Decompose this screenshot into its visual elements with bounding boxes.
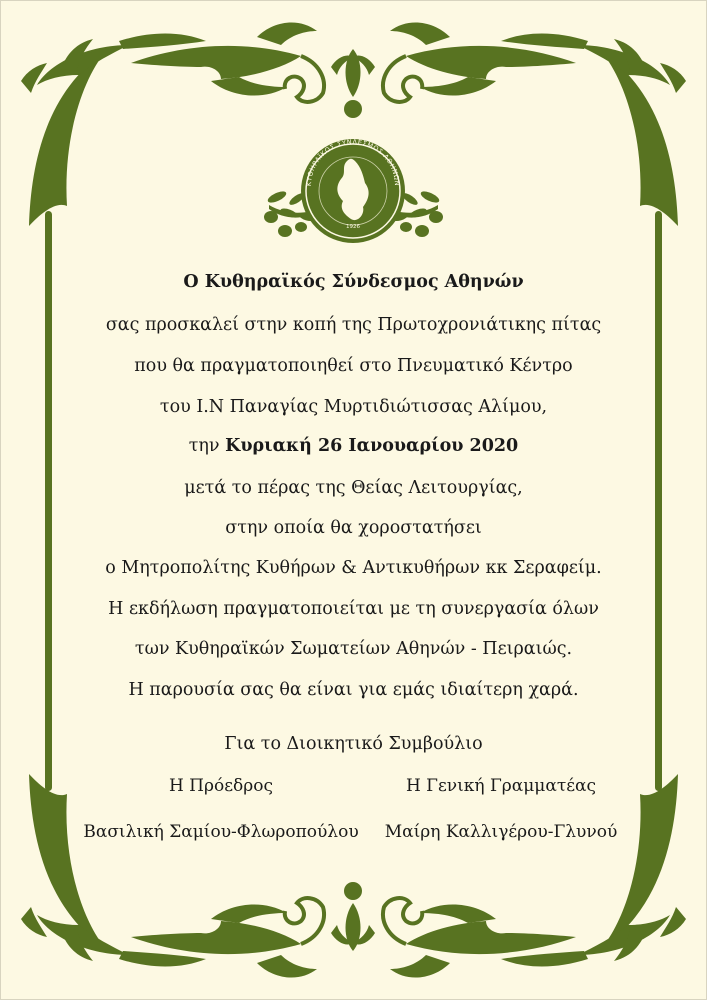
date-prefix: την bbox=[188, 436, 226, 456]
invitation-heading: Ο Κυθηραϊκός Σύνδεσμος Αθηνών bbox=[183, 272, 524, 292]
invitation-line-1: σας προσκαλεί στην κοπή της Πρωτοχρονιάτικης πίτας bbox=[105, 315, 602, 335]
event-date: Κυριακή 26 Ιανουαρίου 2020 bbox=[225, 436, 519, 456]
invitation-page bbox=[1, 1, 706, 999]
left-signatory-title: Η Πρόεδρος bbox=[168, 776, 274, 796]
seal-year: 1926 bbox=[346, 224, 360, 230]
seal-arc-text: ΚΥΘΗΡΑΪΚΟΣ ΣΥΝΔΕΣΜΟΣ ΑΘΗΝΩΝ bbox=[304, 137, 402, 187]
top-scroll-ornament bbox=[119, 22, 588, 118]
invitation-line-5: μετά το πέρας της Θείας Λειτουργίας, bbox=[184, 478, 523, 498]
corner-ornament-bottom-right bbox=[578, 774, 686, 961]
invitation-line-2: που θα πραγματοποιηθεί στο Πνευματικό Κέντρο bbox=[134, 356, 573, 376]
board-signoff: Για το Διοικητικό Συμβούλιο bbox=[224, 734, 483, 754]
invitation-line-10: Η παρουσία σας θα είναι για εμάς ιδιαίτερη χαρά. bbox=[128, 680, 579, 700]
right-border-bar bbox=[655, 211, 662, 791]
left-signatory-name: Βασιλική Σαμίου-Φλωροπούλου bbox=[83, 822, 359, 842]
invitation-line-6: στην οποία θα χοροστατήσει bbox=[225, 518, 482, 538]
invitation-line-7: ο Μητροπολίτης Κυθήρων & Αντικυθήρων κκ Σεραφείμ. bbox=[105, 558, 602, 578]
right-signatory-title: Η Γενική Γραμματέας bbox=[405, 776, 597, 796]
right-signatory-name: Μαίρη Καλλιγέρου-Γλυνού bbox=[384, 822, 618, 842]
corner-ornament-top-right bbox=[578, 39, 686, 226]
invitation-line-3: του Ι.Ν Παναγίας Μυρτιδιώτισσας Αλίμου, bbox=[159, 397, 548, 417]
left-border-bar bbox=[45, 211, 52, 791]
invitation-line-8: Η εκδήλωση πραγματοποιείται με τη συνεργασία όλων bbox=[108, 599, 599, 619]
society-seal-emblem bbox=[264, 138, 443, 243]
invitation-line-9: των Κυθηραϊκών Σωματείων Αθηνών - Πειραιώς. bbox=[134, 639, 573, 659]
corner-ornament-top-left bbox=[21, 39, 129, 226]
bottom-scroll-ornament bbox=[119, 882, 588, 978]
corner-ornament-bottom-left bbox=[21, 774, 129, 961]
ornamental-frame bbox=[1, 1, 706, 999]
invitation-date-line bbox=[1, 436, 706, 456]
